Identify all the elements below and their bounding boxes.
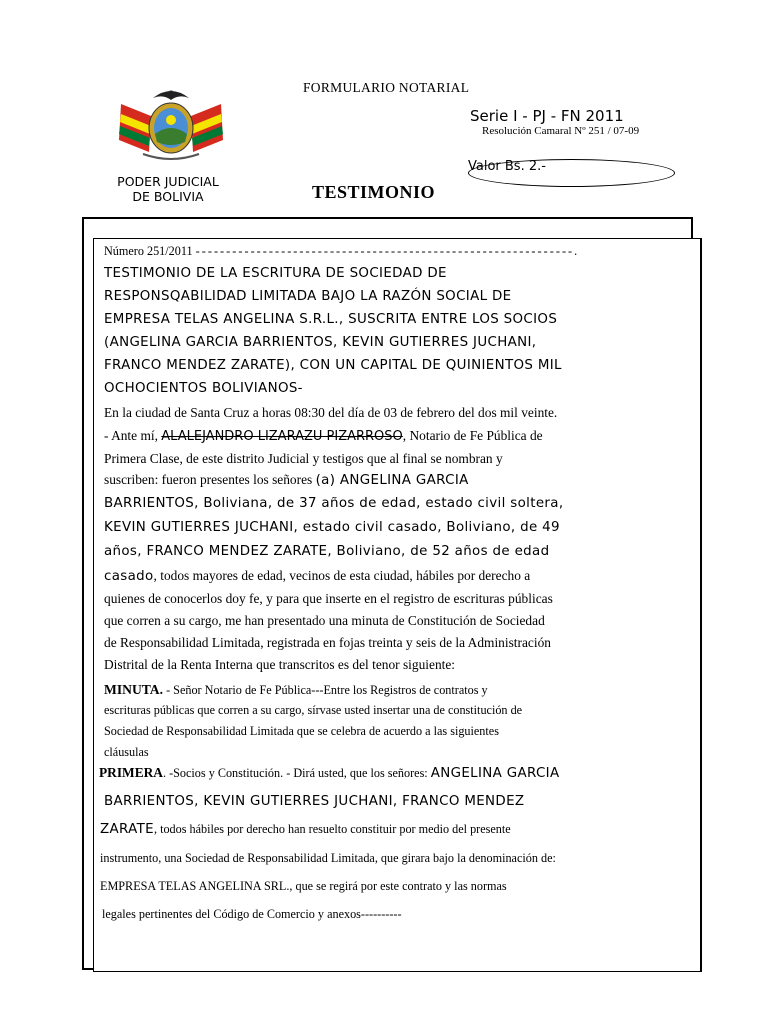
resolution-number: Resolución Camaral Nº 251 / 07-09 — [482, 125, 640, 137]
paragraph-line: que corren a su cargo, me han presentado una minuta de Constitución de Sociedad — [104, 613, 545, 628]
institution-name — [96, 174, 240, 204]
paragraph-line: En la ciudad de Santa Cruz a horas 08:30 del día de 03 de febrero del dos mil veinte. — [104, 405, 558, 420]
minuta-line: escrituras públicas que corren a su cargo, sírvase usted insertar una de constitución de — [104, 703, 523, 717]
clause-line — [100, 822, 511, 837]
text-run: , todos hábiles por derecho han resuelto constituir por medio del presente — [153, 822, 511, 836]
institution-line-2: DE BOLIVIA — [132, 189, 204, 204]
paragraph-line: de Responsabilidad Limitada, registrada en fojas treinta y seis de la Administración — [104, 635, 551, 650]
heading-line: RESPONSQABILIDAD LIMITADA BAJO LA RAZÓN SOCIAL DE — [104, 289, 512, 304]
heading-line: FRANCO MENDEZ ZARATE), CON UN CAPITAL DE QUINIENTOS MIL — [104, 358, 562, 373]
text-run: ANGELINA GARCIA — [430, 766, 560, 781]
paragraph-line — [104, 472, 469, 488]
form-title: FORMULARIO NOTARIAL — [303, 80, 470, 95]
heading-line: EMPRESA TELAS ANGELINA S.R.L., SUSCRITA ENTRE LOS SOCIOS — [104, 312, 558, 327]
value-label: Valor Bs. 2.- — [468, 159, 546, 174]
text-run: , Notario de Fe Pública de — [402, 428, 543, 443]
document-number: Número 251/2011 — [104, 244, 196, 258]
text-run: ZARATE — [100, 822, 154, 837]
paragraph-line: KEVIN GUTIERRES JUCHANI, estado civil casado, Boliviano, de 49 — [104, 520, 560, 535]
bolivia-coat-of-arms-icon — [113, 82, 229, 164]
paragraph-line — [104, 568, 530, 584]
paragraph-line: BARRIENTOS, Boliviana, de 37 años de edad, estado civil soltera, — [104, 496, 564, 511]
paragraph-line — [104, 428, 543, 444]
paragraph-line: quienes de conocerlos doy fe, y para que inserte en el registro de escrituras públicas — [104, 591, 553, 606]
text-run: . -Socios y Constitución. - Dirá usted, que los señores: — [162, 766, 431, 780]
paragraph-line: Distrital de la Renta Interna que transcritos es del tenor siguiente: — [104, 657, 456, 672]
heading-line: OCHOCIENTOS BOLIVIANOS- — [104, 381, 303, 396]
text-run: (a) ANGELINA GARCIA — [315, 473, 469, 488]
heading-line: TESTIMONIO DE LA ESCRITURA DE SOCIEDAD DE — [104, 266, 447, 281]
paragraph-line: años, FRANCO MENDEZ ZARATE, Boliviano, de 52 años de edad — [104, 544, 550, 559]
text-run: , todos mayores de edad, vecinos de esta ciudad, hábiles por derecho a — [153, 568, 531, 583]
minuta-line — [104, 682, 488, 698]
text-run: casado — [104, 569, 154, 584]
institution-line-1: PODER JUDICIAL — [117, 174, 219, 189]
clause-line — [99, 765, 560, 781]
clause-line: EMPRESA TELAS ANGELINA SRL., que se regirá por este contrato y las normas — [100, 879, 507, 893]
document-number-line — [104, 244, 577, 259]
clause-line: BARRIENTOS, KEVIN GUTIERRES JUCHANI, FRANCO MENDEZ — [104, 794, 525, 809]
serie-code: Serie I - PJ - FN 2011 — [470, 107, 624, 125]
document-body — [99, 242, 696, 962]
text-run: - Ante mí, — [104, 428, 162, 443]
dash-filler: - - - - - - - - - - - - - - - - - - - - - - - - - - - - - - - - - - - - - - - - - - - - - - - - - - - - - - - - - - - - - - . — [195, 244, 577, 258]
clause-line: legales pertinentes del Código de Comercio y anexos---------- — [102, 907, 402, 921]
minuta-line: cláusulas — [104, 745, 149, 759]
minuta-label: MINUTA. — [104, 682, 164, 697]
text-run: - Señor Notario de Fe Pública---Entre los Registros de contratos y — [163, 683, 488, 697]
heading-line: (ANGELINA GARCIA BARRIENTOS, KEVIN GUTIERRES JUCHANI, — [104, 335, 537, 350]
paragraph-line: Primera Clase, de este distrito Judicial y testigos que al final se nombran y — [104, 451, 503, 466]
clause-label: PRIMERA — [99, 765, 163, 780]
text-run: suscriben: fueron presentes los señores — [104, 472, 316, 487]
clause-line: instrumento, una Sociedad de Responsabilidad Limitada, que girara bajo la denominación de: — [100, 851, 556, 865]
minuta-line: Sociedad de Responsabilidad Limitada que se celebra de acuerdo a las siguientes — [104, 724, 499, 738]
notary-name: ALALEJANDRO LIZARAZU PIZARROSO — [161, 429, 403, 444]
document-title: TESTIMONIO — [312, 182, 436, 202]
